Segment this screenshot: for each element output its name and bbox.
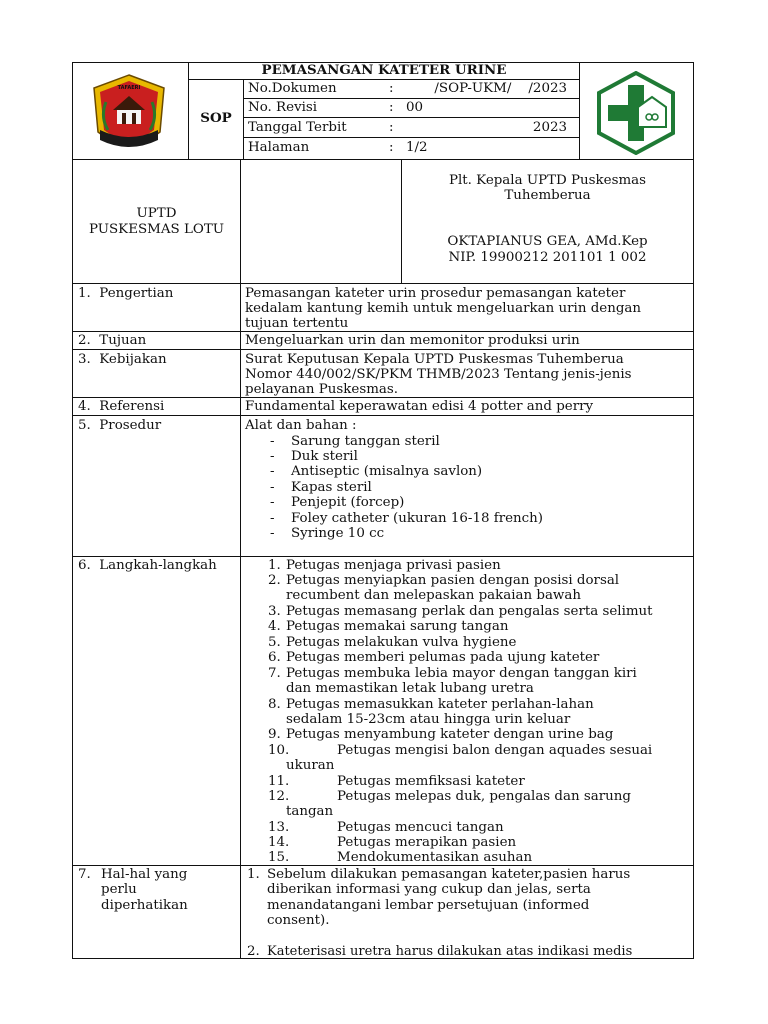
pengertian-line: kedalam kantung kemih untuk mengeluarkan urin dengan [245,301,642,316]
step-text: Petugas mencuci tangan [337,820,504,835]
bullet-dash: - [270,495,275,510]
step-text: Petugas melakukan vulva hygiene [286,635,517,650]
colon: : [389,100,394,115]
step-number: 12. [268,789,290,804]
step-text: Petugas memberi pelumas pada ujung kateter [286,650,600,665]
step-text: Petugas memakai sarung tangan [286,619,509,634]
tanggal-terbit-value: 2023 [532,120,567,135]
referensi-text: Fundamental keperawatan edisi 4 potter and perry [245,399,594,414]
prosedur-item: Foley catheter (ukuran 16-18 french) [291,511,543,526]
step-text: Petugas menjaga privasi pasien [286,558,501,573]
identity-divider [72,283,694,284]
pengertian-line: tujuan tertentu [245,316,349,331]
colon: : [389,120,394,135]
org-name-line1: UPTD [136,206,177,221]
document-title: PEMASANGAN KATETER URINE [261,62,507,78]
point-number: 2. [247,944,260,959]
table-border-right [693,62,694,959]
no-revisi-value: 00 [406,100,424,115]
tujuan-text: Mengeluarkan urin dan memonitor produksi urin [245,333,580,348]
prosedur-item: Penjepit (forcep) [291,495,405,510]
row-divider [72,415,694,416]
step-number: 2. [268,573,281,588]
sop-label: SOP [200,110,232,126]
point-number: 1. [247,867,260,882]
step-text: Petugas memasang perlak dan pengalas serta selimut [286,604,653,619]
row-divider [72,331,694,332]
step-text: sedalam 15-23cm atau hingga urin keluar [286,712,571,727]
point-text: Kateterisasi uretra harus dilakukan atas indikasi medis [267,944,633,959]
no-revisi-label: No. Revisi [248,100,318,115]
step-number: 5. [268,635,281,650]
prosedur-item: Syringe 10 cc [291,526,385,541]
colon: : [389,140,394,155]
kebijakan-line: Surat Keputusan Kepala UPTD Puskesmas Tuhemberua [245,352,624,367]
pengertian-label: 1. Pengertian [78,286,174,301]
step-number: 1. [268,558,281,573]
step-number: 11. [268,774,290,789]
header-divider [243,98,579,99]
kebijakan-line: Nomor 440/002/SK/PKM THMB/2023 Tentang jenis-jenis [245,367,632,382]
puskesmas-logo [594,71,678,155]
langkah-label: 6. Langkah-langkah [78,558,217,573]
referensi-label: 4. Referensi [78,399,165,414]
perhatian-label: Hal-hal yang [101,867,188,882]
step-text: Petugas memfiksasi kateter [337,774,525,789]
perhatian-label: diperhatikan [101,898,188,913]
signer-title-line2: Tuhemberua [504,188,591,203]
point-text: menandatangani lembar persetujuan (informed [267,898,590,913]
row-divider [72,556,694,557]
signer-name: OKTAPIANUS GEA, AMd.Kep [447,234,648,249]
tanggal-terbit-label: Tanggal Terbit [248,120,347,135]
step-number: 8. [268,697,281,712]
step-text: tangan [286,804,334,819]
bullet-dash: - [270,480,275,495]
prosedur-intro: Alat dan bahan : [245,418,357,433]
bullet-dash: - [270,526,275,541]
step-text: Petugas menyiapkan pasien dengan posisi dorsal [286,573,620,588]
point-text: diberikan informasi yang cukup dan jelas, serta [267,882,591,897]
step-text: Petugas membuka lebia mayor dengan tanggan kiri [286,666,637,681]
step-text: recumbent dan melepaskan pakaian bawah [286,588,581,603]
header-divider [243,79,244,159]
colon: : [389,81,394,96]
bullet-dash: - [270,464,275,479]
point-text: consent). [267,913,330,928]
step-number: 7. [268,666,281,681]
step-text: Petugas mengisi balon dengan aquades sesuai [337,743,653,758]
body-column-divider [240,283,241,959]
step-text: Mendokumentasikan asuhan [337,850,533,865]
no-dokumen-value: /SOP-UKM/ /2023 [434,81,567,96]
bullet-dash: - [270,449,275,464]
bullet-dash: - [270,511,275,526]
header-divider [72,159,694,160]
kebijakan-label: 3. Kebijakan [78,352,167,367]
signer-nip: NIP. 19900212 201101 1 002 [448,250,647,265]
step-text: Petugas merapikan pasien [337,835,517,850]
tujuan-label: 2. Tujuan [78,333,147,348]
step-number: 6. [268,650,281,665]
step-number: 9. [268,727,281,742]
regional-logo [86,72,172,158]
step-number: 4. [268,619,281,634]
halaman-label: Halaman [248,140,310,155]
perhatian-label: perlu [101,882,137,897]
step-text: Petugas memasukkan kateter perlahan-lahan [286,697,594,712]
row-divider [72,349,694,350]
prosedur-item: Duk steril [291,449,358,464]
point-text: Sebelum dilakukan pemasangan kateter,pasien harus [267,867,631,882]
step-number: 10. [268,743,290,758]
logo-caption: TAFAERI [117,85,141,91]
header-divider [243,137,579,138]
bullet-dash: - [270,434,275,449]
step-number: 14. [268,835,290,850]
step-number: 13. [268,820,290,835]
health-cross-icon [594,71,678,155]
prosedur-item: Sarung tanggan steril [291,434,440,449]
signer-title-line1: Plt. Kepala UPTD Puskesmas [448,173,647,188]
prosedur-item: Antiseptic (misalnya savlon) [291,464,483,479]
step-text: dan memastikan letak lubang uretra [286,681,534,696]
perhatian-label-number: 7. [78,867,91,882]
halaman-value: 1/2 [406,140,428,155]
step-text: ukuran [286,758,335,773]
header-divider [188,79,579,80]
kebijakan-line: pelayanan Puskesmas. [245,382,399,397]
table-border-left [72,62,73,959]
pengertian-line: Pemasangan kateter urin prosedur pemasangan kateter [245,286,626,301]
prosedur-item: Kapas steril [291,480,372,495]
header-divider [243,117,579,118]
step-text: Petugas melepas duk, pengalas dan sarung [337,789,631,804]
header-divider [579,62,580,159]
org-name-line2: PUSKESMAS LOTU [88,222,225,237]
identity-divider [240,159,241,284]
no-dokumen-label: No.Dokumen [248,81,337,96]
step-number: 15. [268,850,290,865]
prosedur-label: 5. Prosedur [78,418,162,433]
step-number: 3. [268,604,281,619]
step-text: Petugas menyambung kateter dengan urine bag [286,727,614,742]
